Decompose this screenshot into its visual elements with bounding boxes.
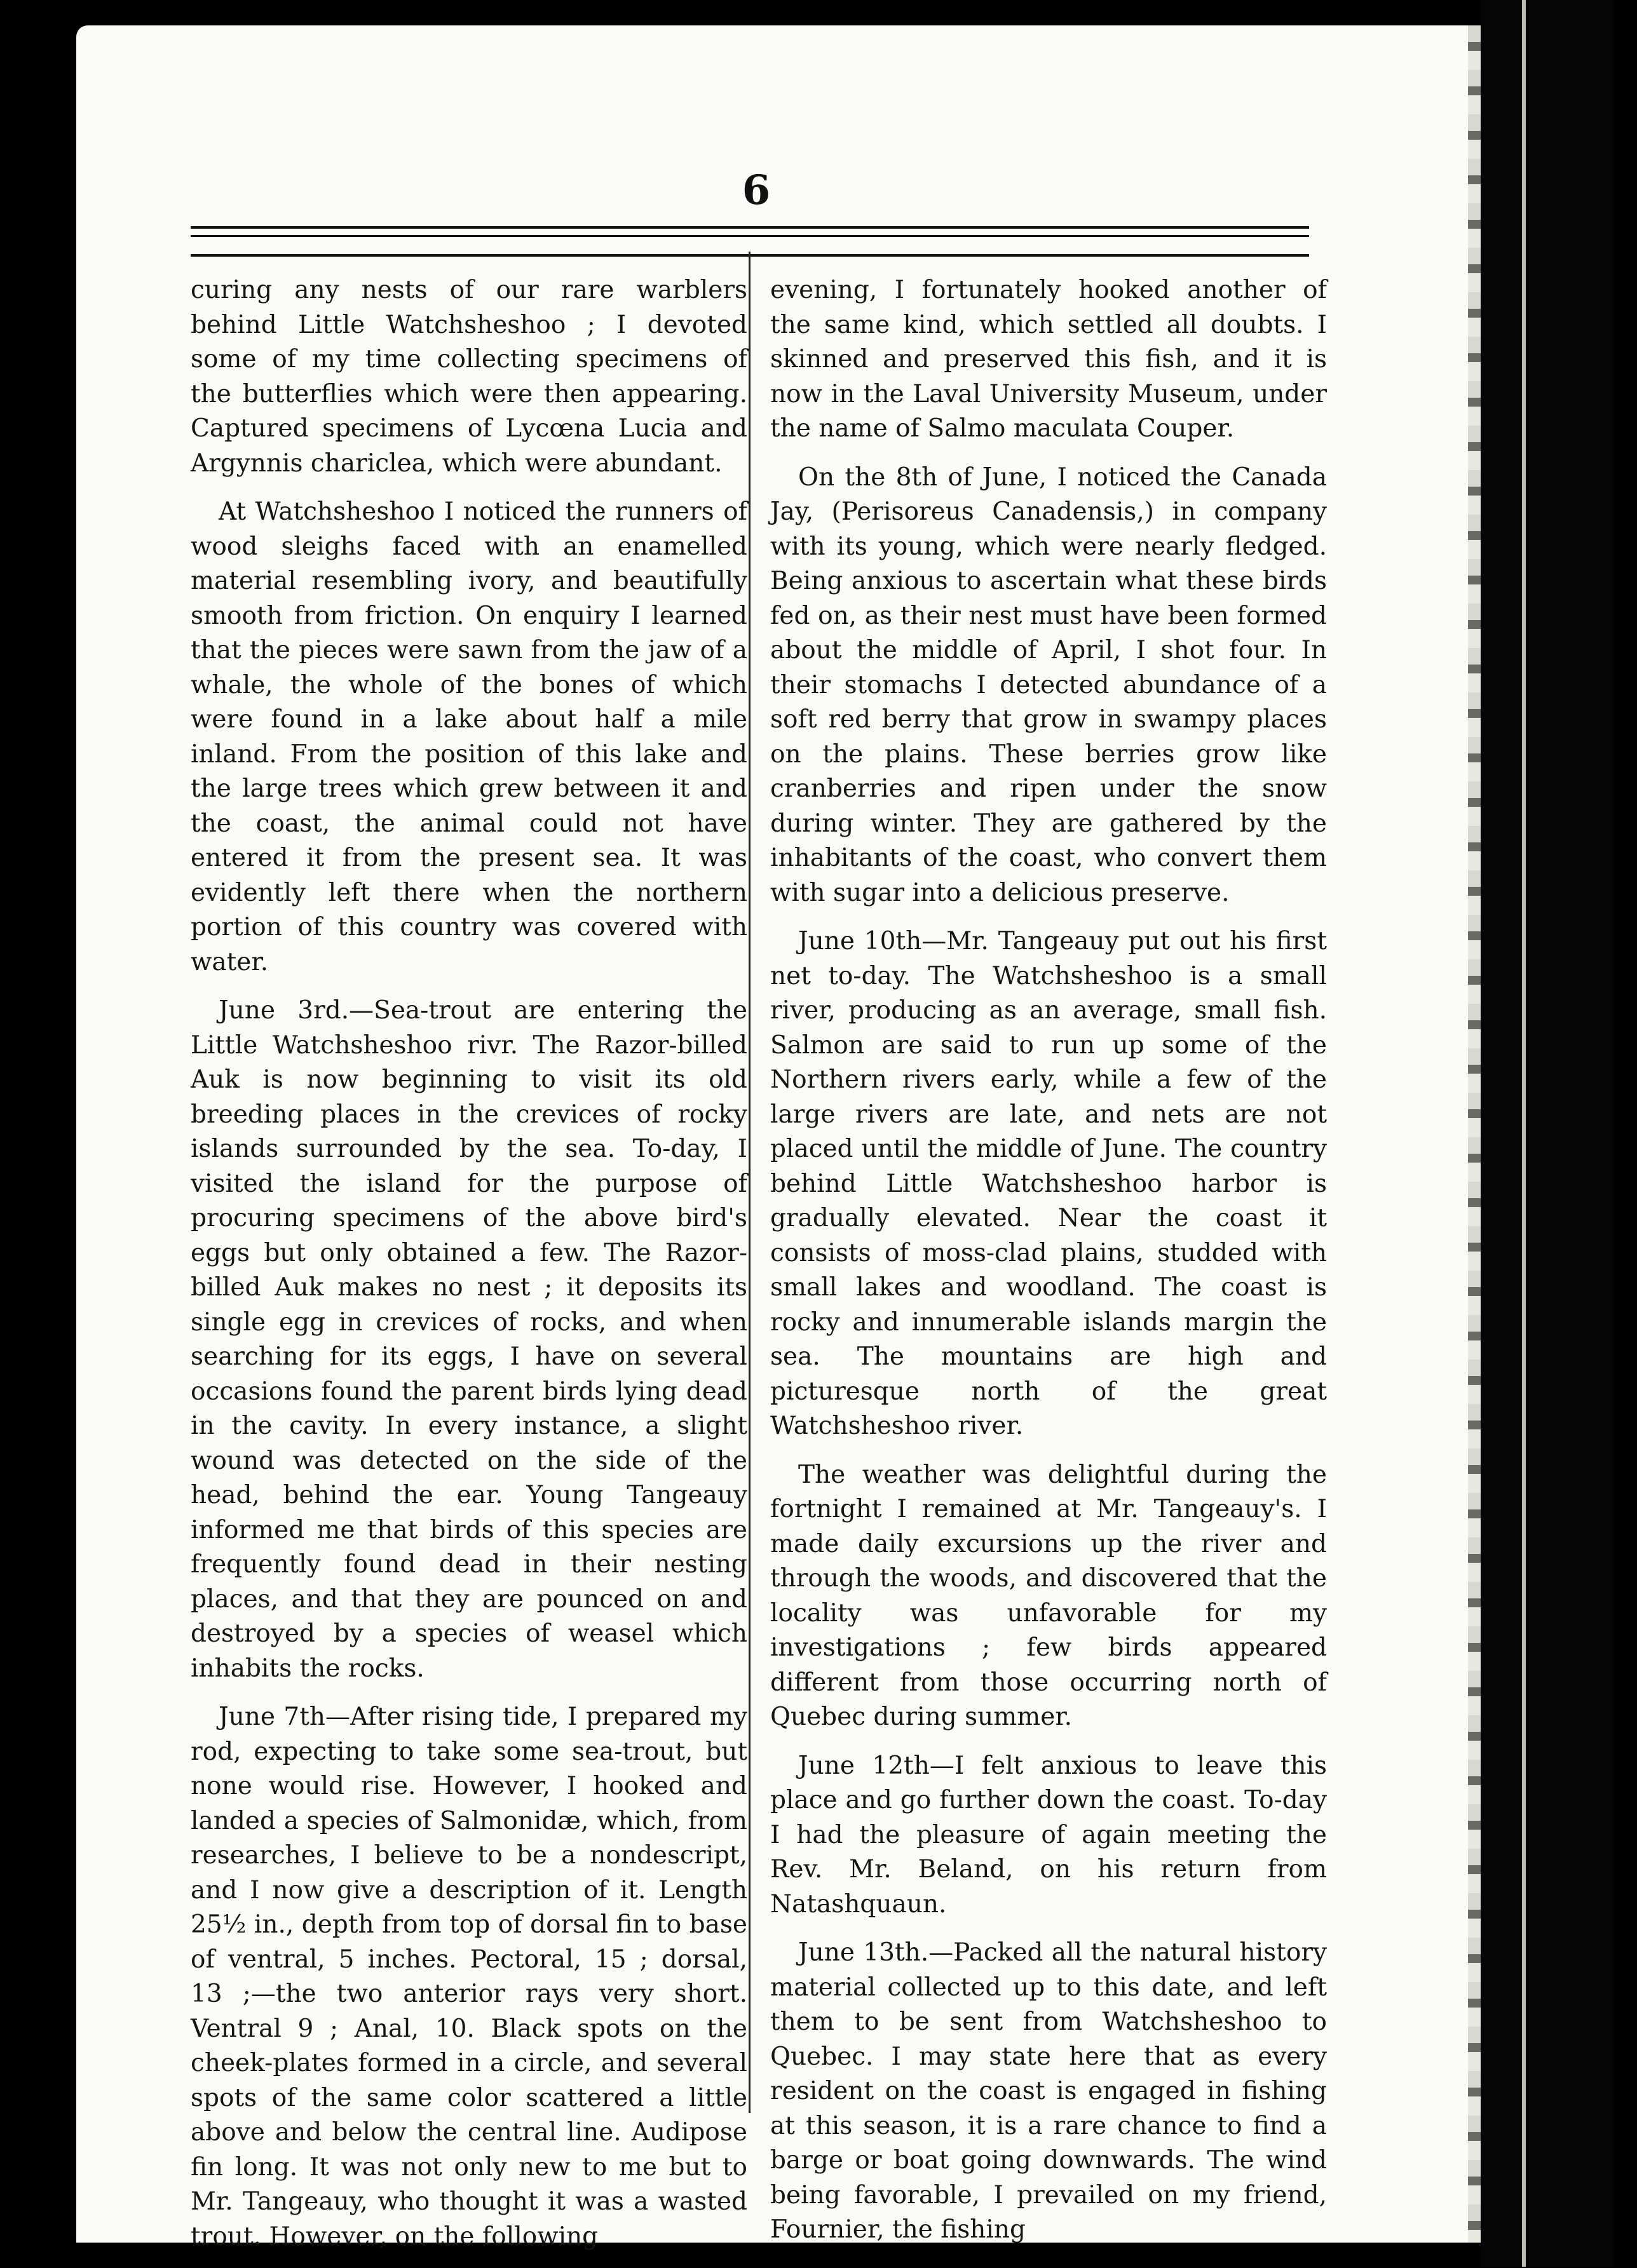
torn-page-edge — [1468, 25, 1482, 2243]
paragraph-june-12th: June 12th—I felt anxious to leave this place and go further down the coast. To-day I had the pleasure of again meeting the Rev. Mr. Beland, on his return from Natashquaun. — [770, 1751, 1327, 1919]
paragraph-continuation: curing any nests of our rare warblers behind Little Watchsheshoo ; I devoted some of my time collecting specimens of the butterflies which were then appearing. Captured specimens of Lycœna Lucia and Argynnis chariclea, which were abundant. — [191, 276, 747, 478]
left-column — [191, 273, 747, 2268]
paragraph-whale-runners: At Watchsheshoo I noticed the runners of wood sleighs faced with an enamelled material resembling ivory, and beautifully smooth from friction. On enquiry I learned that the pieces were sawn from the jaw of a whale, the whole of the bones of which were found in a lake about half a mile inland. From the position of this lake and the large trees which grew between it and the coast, the animal could not have entered it from the present sea. It was evidently left there when the northern portion of this country was covered with water. — [191, 497, 747, 976]
page-number: 6 — [742, 166, 771, 214]
dark-scan-margin — [1481, 0, 1614, 2267]
paragraph-june-13th: June 13th.—Packed all the natural history material collected up to this date, and left them to be sent from Watchsheshoo to Quebec. I may state here that as every resident on the coast is engaged in fishing at this season, it is a rare chance to find a barge or boat going downwards. The wind being favorable, I prevailed on my friend, Fournier, the fishing — [770, 1938, 1327, 2244]
paragraph-june-3rd: June 3rd.—Sea-trout are entering the Little Watchsheshoo rivr. The Razor-billed Auk is now beginning to visit its old breeding places in the crevices of rocky islands surrounded by the sea. To-day, I visited the island for the purpose of procuring specimens of the above bird's eggs but only obtained a few. The Razor-billed Auk makes no nest ; it deposits its single egg in crevices of rocks, and when searching for its eggs, I have on several occasions found the parent birds lying dead in the cavity. In every instance, a slight wound was detected on the side of the head, behind the ear. Young Tangeauy informed me that birds of this species are frequently found dead in their nesting places, and that they are pounced on and destroyed by a species of weasel which inhabits the rocks. — [191, 996, 747, 1683]
column-divider — [749, 252, 751, 2113]
header-double-rule — [191, 226, 1309, 237]
paragraph-june-10th: June 10th—Mr. Tangeauy put out his first net to-day. The Watchsheshoo is a small river, producing as an average, small fish. Salmon are said to run up some of the Northern rivers early, while a few of the large rivers are late, and nets are not placed until the middle of June. The country behind Little Watchsheshoo harbor is gradually elevated. Near the coast it consists of moss-clad plains, studded with small lakes and woodland. The coast is rocky and innumerable islands margin the sea. The mountains are high and picturesque north of the great Watchsheshoo river. — [770, 927, 1327, 1440]
paragraph-weather: The weather was delightful during the fortnight I remained at Mr. Tangeauy's. I made daily excursions up the river and through the woods, and discovered that the locality was unfavorable for my investigations ; few birds appeared different from those occurring north of Quebec during summer. — [770, 1460, 1327, 1731]
right-column — [770, 273, 1327, 2262]
paragraph-june-7th: June 7th—After rising tide, I prepared my rod, expecting to take some sea-trout, but none would rise. However, I hooked and landed a species of Salmonidæ, which, from researches, I believe to be a nondescript, and I now give a description of it. Length 25½ in., depth from top of dorsal fin to base of ventral, 5 inches. Pectoral, 15 ; dorsal, 13 ;—the two anterior rays very short. Ventral 9 ; Anal, 10. Black spots on the cheek-plates formed in a circle, and several spots of the same color scattered a little above and below the central line. Audipose fin long. It was not only new to me but to Mr. Tangeauy, who thought it was a wasted trout. However, on the following — [191, 1703, 747, 2251]
binding-fold-line — [1522, 0, 1526, 2267]
paragraph-salmo-maculata: evening, I fortunately hooked another of the same kind, which settled all doubts. I skinned and preserved this fish, and it is now in the Laval University Museum, under the name of Salmo maculata Couper. — [770, 276, 1327, 443]
paragraph-canada-jay: On the 8th of June, I noticed the Canada Jay, (Perisoreus Canadensis,) in company with its young, which were nearly fledged. Being anxious to ascertain what these birds fed on, as their nest must have been formed about the middle of April, I shot four. In their stomachs I detected abundance of a soft red berry that grow in swampy places on the plains. These berries grow like cranberries and ripen under the snow during winter. They are gathered by the inhabitants of the coast, who convert them with sugar into a delicious preserve. — [770, 462, 1327, 907]
